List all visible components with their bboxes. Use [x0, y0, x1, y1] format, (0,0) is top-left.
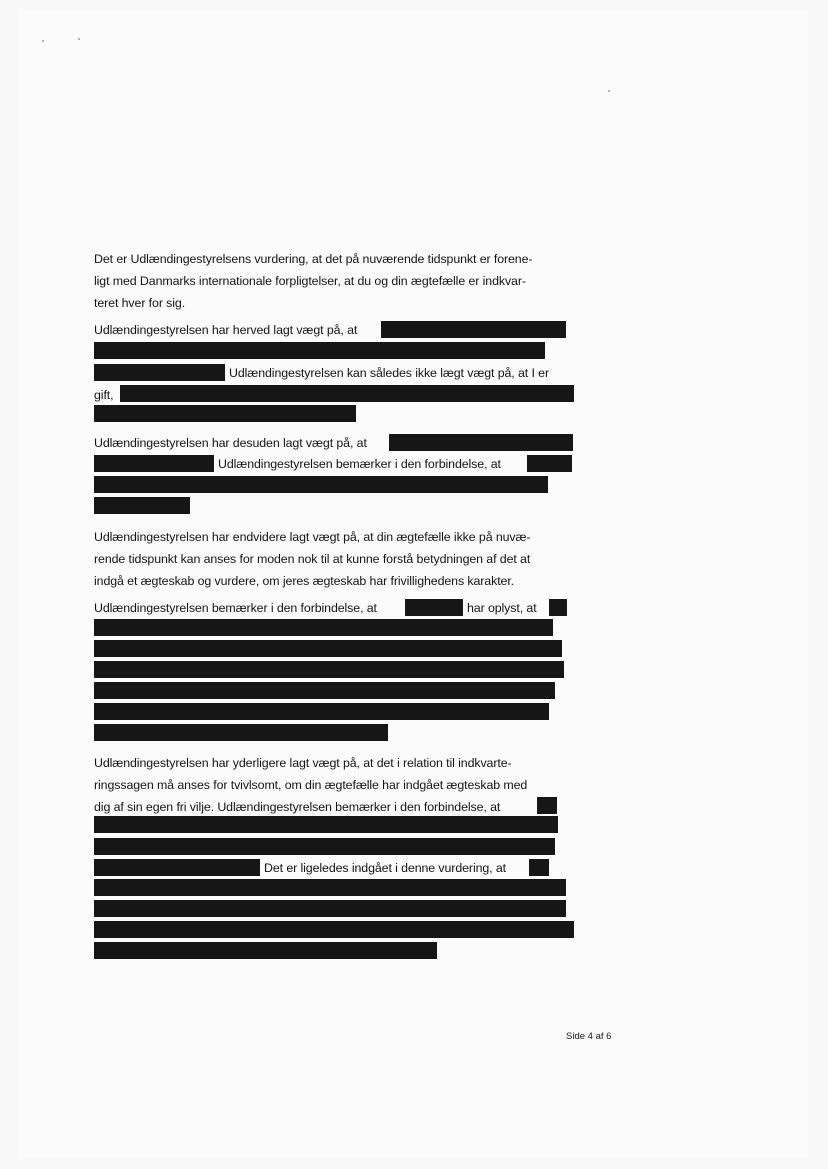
redaction-block [94, 942, 437, 959]
scan-speck [42, 40, 44, 42]
page-number: Side 4 af 6 [566, 1031, 612, 1042]
redaction-block [94, 661, 564, 678]
redaction-block [94, 724, 388, 741]
redaction-block [94, 619, 553, 636]
redaction-block [94, 838, 555, 855]
redaction-block [94, 364, 225, 381]
paragraph-4-line-2: rende tidspunkt kan anses for moden nok til at kunne forstå betydningen af det at [94, 552, 531, 566]
paragraph-3-line-1: Udlændingestyrelsen har desuden lagt vægt på, at [94, 436, 367, 450]
paragraph-5-line-1: Udlændingestyrelsen bemærker i den forbindelse, at [94, 601, 377, 615]
scan-speck [608, 90, 610, 92]
redaction-block [94, 816, 558, 833]
scan-speck [78, 38, 80, 40]
paragraph-2-line-3: gift, [94, 388, 114, 402]
paragraph-6-line-3: dig af sin egen fri vilje. Udlændingestyrelsen bemærker i den forbindelse, at [94, 800, 501, 814]
redaction-block [94, 682, 555, 699]
paragraph-4-line-1: Udlændingestyrelsen har endvidere lagt vægt på, at din ægtefælle ikke på nuvæ- [94, 530, 531, 544]
redaction-block [94, 921, 574, 938]
redaction-block [120, 385, 574, 402]
paragraph-6-line-2: ringssagen må anses for tvivlsomt, om din ægtefælle har indgået ægteskab med [94, 778, 528, 792]
redaction-block [549, 599, 567, 616]
redaction-block [389, 434, 573, 451]
redaction-block [94, 879, 566, 896]
paragraph-1-line-1: Det er Udlændingestyrelsens vurdering, at det på nuværende tidspunkt er forene- [94, 252, 533, 266]
redaction-block [94, 455, 214, 472]
redaction-block [94, 497, 190, 514]
redaction-block [94, 342, 545, 359]
paragraph-5-line-1b: har oplyst, at [467, 601, 537, 615]
paragraph-4-line-3: indgå et ægteskab og vurdere, om jeres ægteskab har frivillighedens karakter. [94, 574, 515, 588]
redaction-block [94, 405, 356, 422]
paragraph-3-line-2: Udlændingestyrelsen bemærker i den forbindelse, at [218, 457, 501, 471]
redaction-block [537, 797, 557, 814]
paragraph-1-line-2: ligt med Danmarks internationale forpligtelser, at du og din ægtefælle er indkvar- [94, 274, 526, 288]
paragraph-6-line-1: Udlændingestyrelsen har yderligere lagt vægt på, at det i relation til indkvarte- [94, 756, 512, 770]
paragraph-2-line-1: Udlændingestyrelsen har herved lagt vægt på, at [94, 323, 358, 337]
paragraph-6-line-4: Det er ligeledes indgået i denne vurdering, at [264, 861, 506, 875]
paragraph-1-line-3: teret hver for sig. [94, 296, 186, 310]
redaction-block [94, 703, 549, 720]
redaction-block [94, 859, 260, 876]
redaction-block [529, 859, 549, 876]
redaction-block [405, 599, 463, 616]
redaction-block [94, 476, 548, 493]
redaction-block [94, 900, 566, 917]
redaction-block [527, 455, 572, 472]
paragraph-2-line-2: Udlændingestyrelsen kan således ikke lægt vægt på, at I er [229, 366, 549, 380]
redaction-block [94, 640, 562, 657]
redaction-block [381, 321, 566, 338]
